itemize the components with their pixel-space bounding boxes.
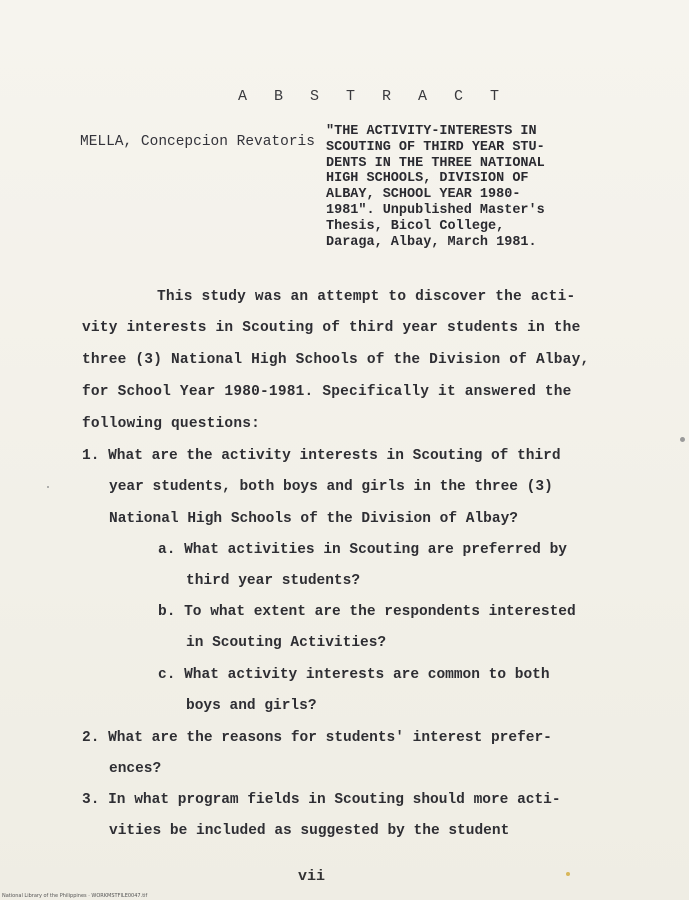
question-3-line: 3. In what program fields in Scouting should more acti- bbox=[82, 792, 561, 808]
scan-speck bbox=[47, 486, 49, 488]
question-2-line: ences? bbox=[109, 761, 162, 777]
citation-line: ALBAY, SCHOOL YEAR 1980- bbox=[326, 187, 521, 203]
question-1-line: National High Schools of the Division of Albay? bbox=[109, 511, 518, 527]
question-1a-line: third year students? bbox=[186, 573, 361, 589]
author-name: MELLA, Concepcion Revatoris bbox=[80, 134, 315, 150]
question-3-line: vities be included as suggested by the student bbox=[109, 823, 510, 839]
scan-footer: National Library of the Philippines · WORKMSTFILE0047.tif bbox=[2, 893, 148, 899]
citation-line: "THE ACTIVITY-INTERESTS IN bbox=[326, 124, 537, 139]
paragraph-line: for School Year 1980-1981. Specifically it answered the bbox=[82, 384, 572, 400]
paragraph-line: This study was an attempt to discover the acti- bbox=[157, 289, 576, 305]
citation-block bbox=[326, 124, 545, 250]
citation-line: Daraga, Albay, March 1981. bbox=[326, 234, 537, 250]
scan-speck bbox=[680, 437, 685, 442]
question-1c-line: boys and girls? bbox=[186, 698, 317, 714]
citation-line: HIGH SCHOOLS, DIVISION OF bbox=[326, 171, 529, 187]
question-1b-line: b. To what extent are the respondents interested bbox=[158, 604, 576, 620]
citation-line: SCOUTING OF THIRD YEAR STU- bbox=[326, 139, 545, 155]
citation-line: Thesis, Bicol College, bbox=[326, 218, 505, 234]
question-1c-line: c. What activity interests are common to both bbox=[158, 667, 550, 683]
citation-line: DENTS IN THE THREE NATIONAL bbox=[326, 155, 545, 171]
abstract-title: A B S T R A C T bbox=[238, 88, 509, 105]
question-1b-line: in Scouting Activities? bbox=[186, 635, 387, 651]
paragraph-line: following questions: bbox=[82, 416, 261, 432]
question-1-line: year students, both boys and girls in the three (3) bbox=[109, 479, 553, 495]
question-1a-line: a. What activities in Scouting are preferred by bbox=[158, 542, 567, 558]
question-2-line: 2. What are the reasons for students' interest prefer- bbox=[82, 730, 552, 746]
paragraph-line: vity interests in Scouting of third year students in the bbox=[82, 320, 581, 336]
page-number: vii bbox=[298, 868, 326, 885]
question-1-line: 1. What are the activity interests in Scouting of third bbox=[82, 448, 561, 464]
scan-speck bbox=[566, 872, 570, 876]
paragraph-line: three (3) National High Schools of the Division of Albay, bbox=[82, 352, 590, 368]
citation-line: 1981". Unpublished Master's bbox=[326, 202, 545, 218]
